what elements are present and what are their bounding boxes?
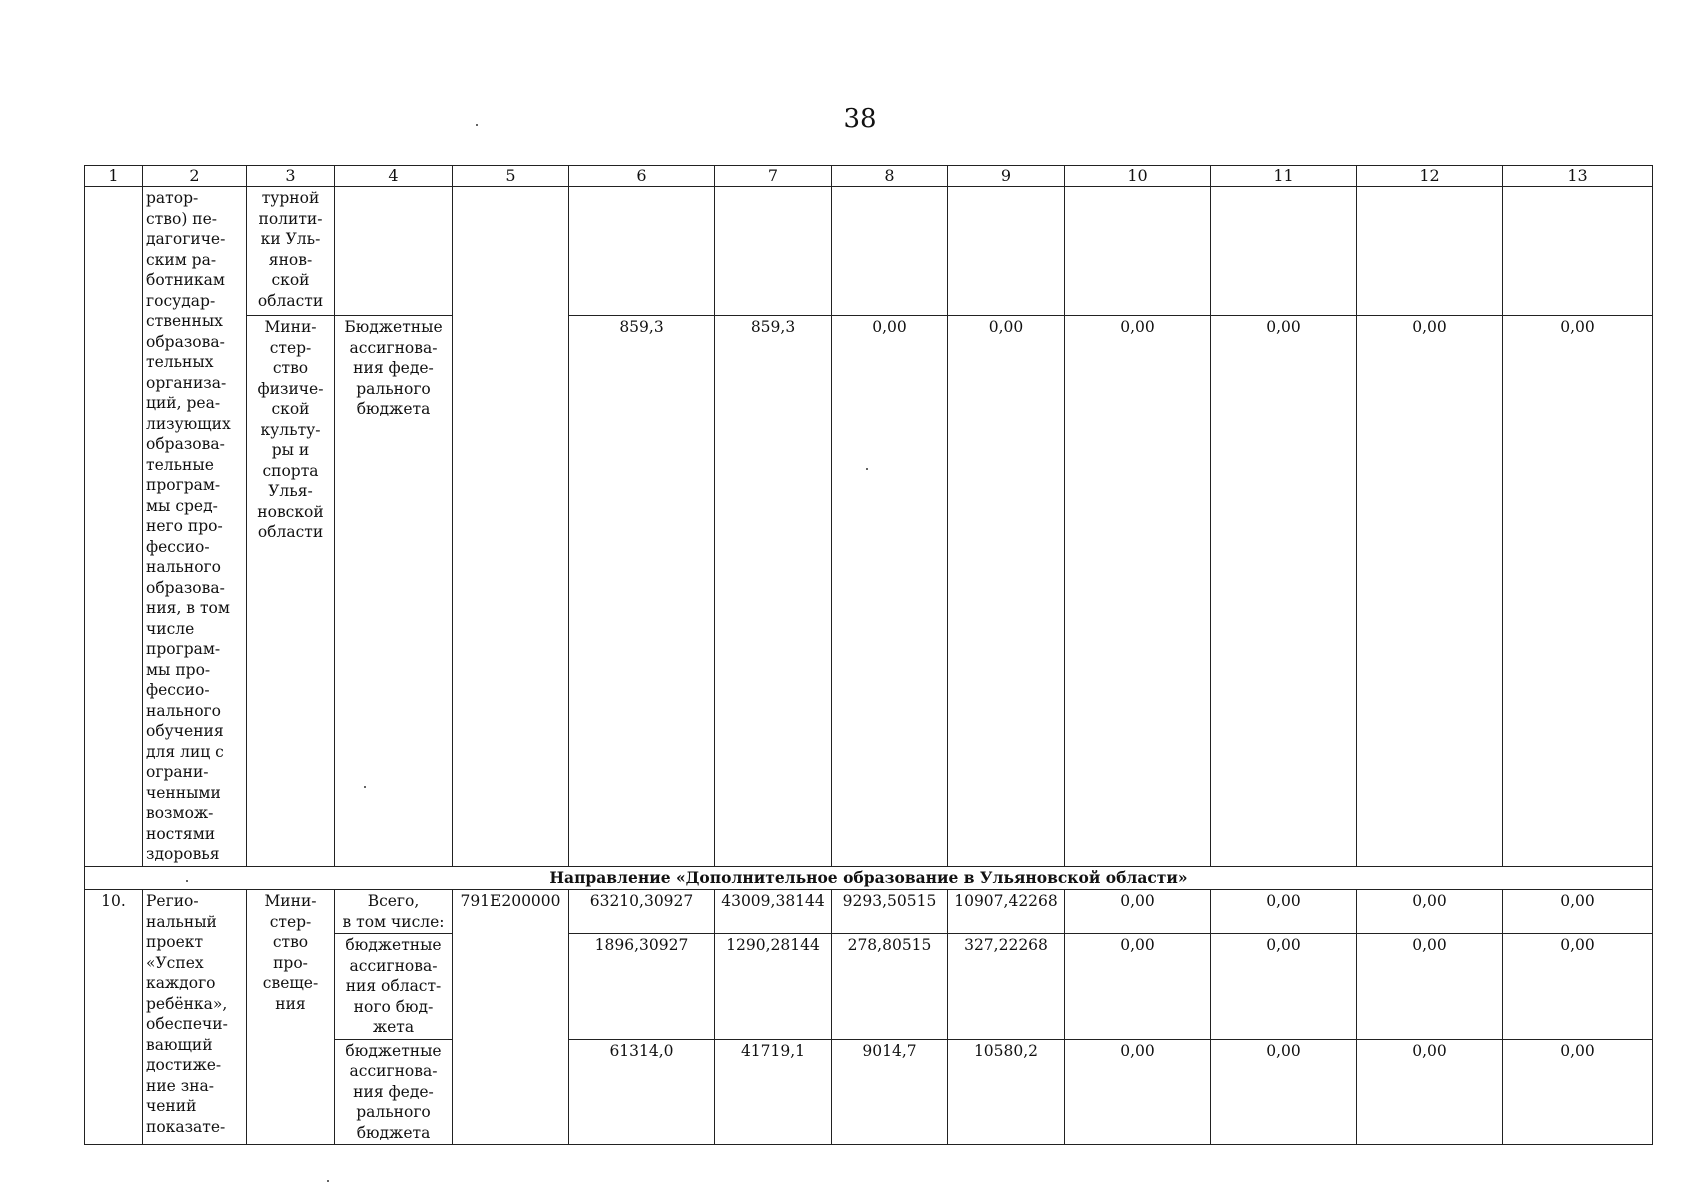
header-cell: 9	[948, 166, 1065, 187]
value-cell: 278,80515	[832, 934, 948, 1040]
value-cell: 9014,7	[832, 1039, 948, 1145]
executor-cell: Мини- стер- ство физиче- ской культу- ры и спорта Улья- новской области	[247, 316, 335, 866]
value-cell: 0,00	[1211, 1039, 1357, 1145]
value-cell: 41719,1	[715, 1039, 832, 1145]
value-cell: 0,00	[1357, 1039, 1503, 1145]
value-cell: 859,3	[715, 316, 832, 866]
value-cell: 859,3	[569, 316, 715, 866]
value-cell: 0,00	[1065, 1039, 1211, 1145]
value-cell-empty	[1065, 187, 1211, 316]
measure-description: ратор- ство) пе- дагогиче- ским ра- ботникам государ- ственных образова- тельных организа- ций, реа- лизующих образова- тельные програм- мы сред- него про- фессио- нального образова- ния, в том числе програм- мы про- фессио- нального обучения для лиц с ограни- ченными возмож- ностями здоровья	[143, 187, 247, 867]
value-cell: 327,22268	[948, 934, 1065, 1040]
code-cell-empty	[453, 187, 569, 867]
header-cell: 8	[832, 166, 948, 187]
value-cell: 1290,28144	[715, 934, 832, 1040]
value-cell: 0,00	[1503, 934, 1653, 1040]
header-cell: 5	[453, 166, 569, 187]
header-cell: 7	[715, 166, 832, 187]
value-cell: 43009,38144	[715, 890, 832, 934]
source-cell-empty	[335, 187, 453, 316]
budget-code: 791E200000	[453, 890, 569, 1145]
value-cell: 0,00	[1211, 890, 1357, 934]
executor-cell: Мини- стер- ство про- свеще- ния	[247, 890, 335, 1145]
value-cell: 0,00	[1065, 934, 1211, 1040]
table-row	[85, 890, 1653, 934]
funding-source: Всего, в том числе:	[335, 890, 453, 934]
value-cell: 0,00	[1065, 316, 1211, 866]
section-row	[85, 866, 1653, 890]
value-cell-empty	[715, 187, 832, 316]
project-name: Регио- нальный проект «Успех каждого ребёнка», обеспечи- вающий достиже- ние зна- чений показате-	[143, 890, 247, 1145]
value-cell: 0,00	[1357, 890, 1503, 934]
header-cell: 13	[1503, 166, 1653, 187]
number-cell-empty	[85, 187, 143, 867]
scan-speck	[476, 124, 478, 126]
funding-source: бюджетные ассигнова- ния област- ного бюд- жета	[335, 934, 453, 1040]
value-cell-empty	[948, 187, 1065, 316]
funding-source: бюджетные ассигнова- ния феде- рального бюджета	[335, 1039, 453, 1145]
budget-table	[84, 165, 1653, 1145]
row-number: 10.	[85, 890, 143, 1145]
value-cell: 0,00	[1065, 890, 1211, 934]
header-cell: 1	[85, 166, 143, 187]
continuation-row-top	[85, 187, 1653, 316]
header-cell: 2	[143, 166, 247, 187]
value-cell: 61314,0	[569, 1039, 715, 1145]
header-cell: 10	[1065, 166, 1211, 187]
header-cell: 11	[1211, 166, 1357, 187]
value-cell: 0,00	[1357, 316, 1503, 866]
value-cell: 0,00	[1503, 1039, 1653, 1145]
value-cell-empty	[569, 187, 715, 316]
value-cell: 0,00	[948, 316, 1065, 866]
value-cell: 10580,2	[948, 1039, 1065, 1145]
value-cell: 9293,50515	[832, 890, 948, 934]
value-cell-empty	[1503, 187, 1653, 316]
value-cell: 0,00	[1503, 316, 1653, 866]
header-cell: 6	[569, 166, 715, 187]
value-cell-empty	[1357, 187, 1503, 316]
header-cell: 3	[247, 166, 335, 187]
executor-cell-top: турной полити- ки Уль- янов- ской области	[247, 187, 335, 316]
value-cell: 0,00	[1357, 934, 1503, 1040]
header-cell: 12	[1357, 166, 1503, 187]
funding-source: Бюджетные ассигнова- ния феде- рального бюджета	[335, 316, 453, 866]
scan-speck	[327, 1180, 329, 1182]
continuation-row-bottom	[85, 316, 1653, 866]
value-cell-empty	[1211, 187, 1357, 316]
value-cell: 10907,42268	[948, 890, 1065, 934]
value-cell-empty	[832, 187, 948, 316]
value-cell: 0,00	[832, 316, 948, 866]
value-cell: 0,00	[1503, 890, 1653, 934]
header-row	[85, 166, 1653, 187]
page-number: 38	[843, 104, 877, 134]
value-cell: 0,00	[1211, 316, 1357, 866]
value-cell: 1896,30927	[569, 934, 715, 1040]
header-cell: 4	[335, 166, 453, 187]
value-cell: 0,00	[1211, 934, 1357, 1040]
section-title: Направление «Дополнительное образование в Ульяновской области»	[85, 866, 1653, 890]
value-cell: 63210,30927	[569, 890, 715, 934]
